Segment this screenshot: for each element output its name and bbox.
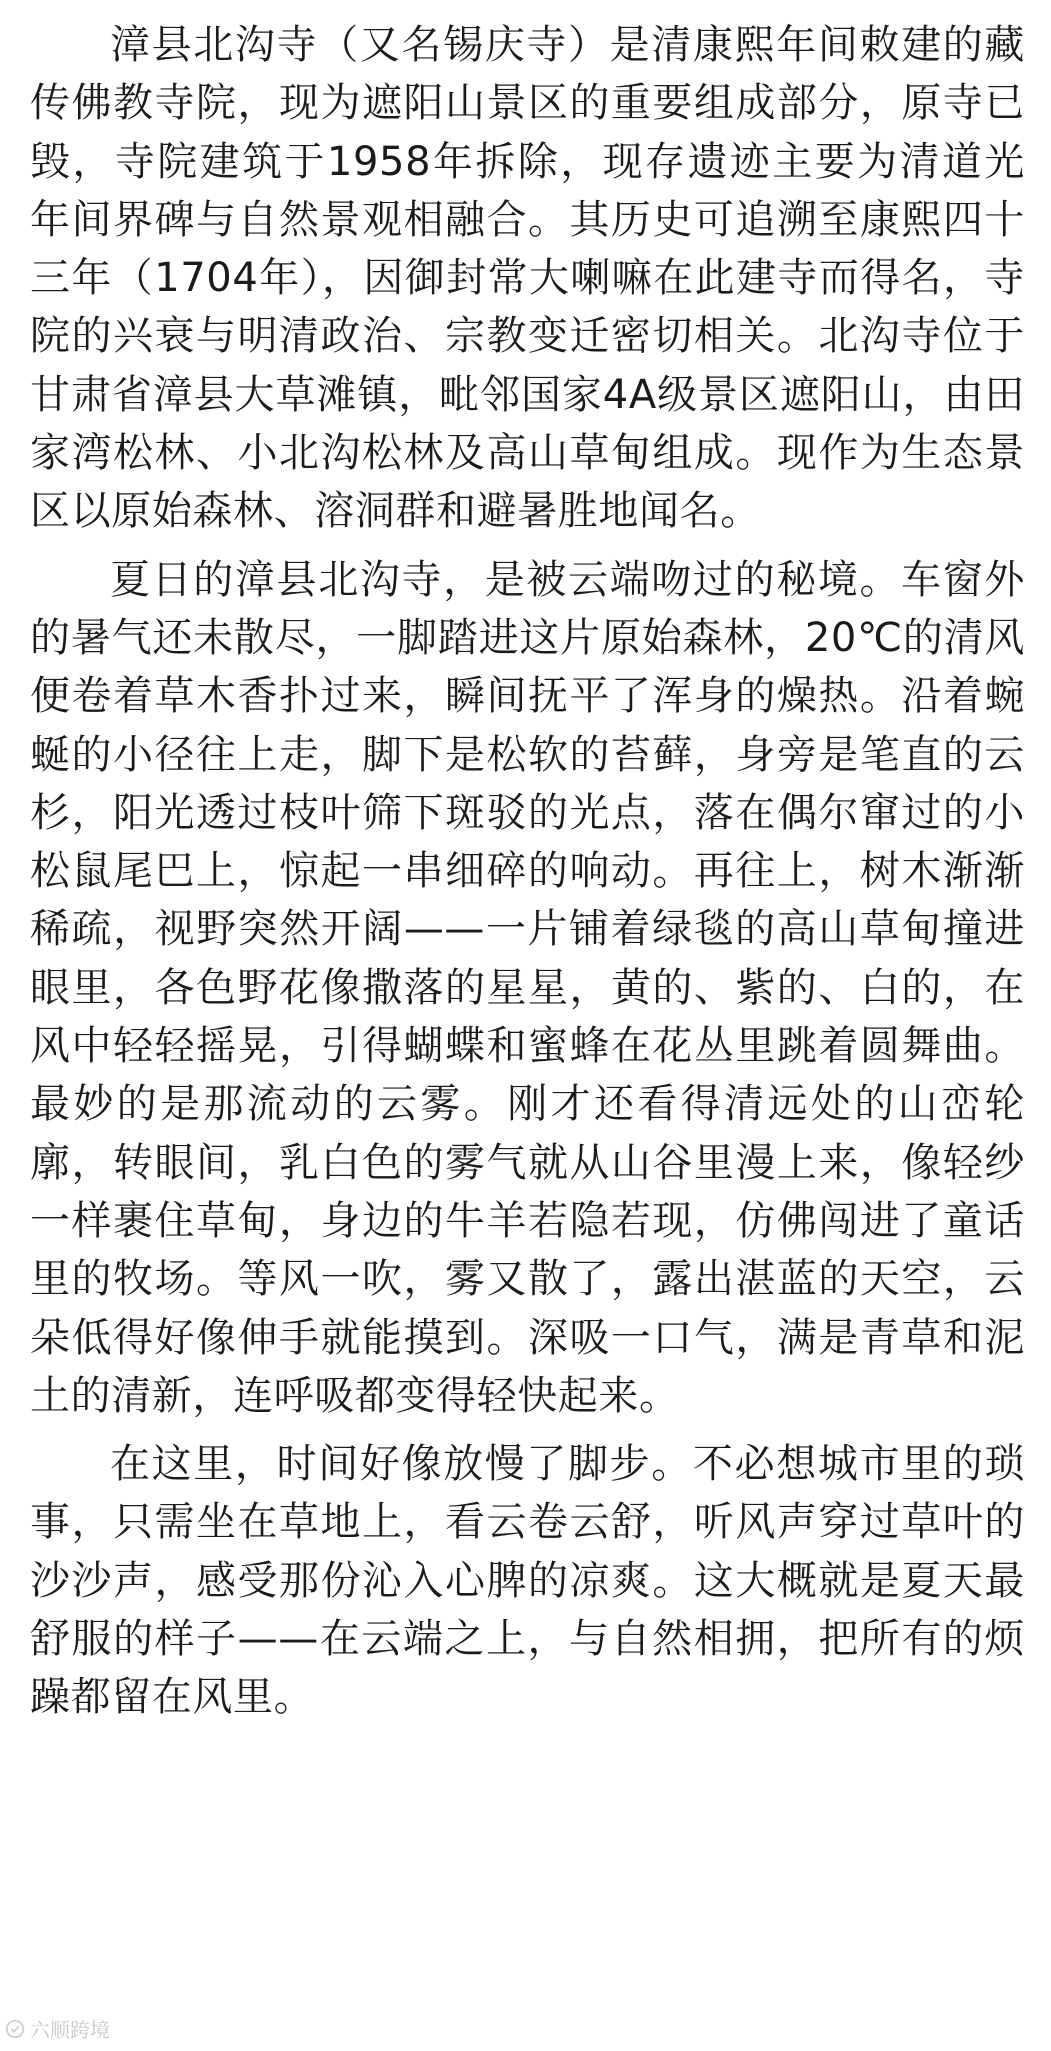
watermark [4, 2014, 110, 2043]
paragraph-summer: 夏日的漳县北沟寺，是被云端吻过的秘境。车窗外的暑气还未散尽，一脚踏进这片原始森林，20℃的清风便卷着草木香扑过来，瞬间抚平了浑身的燥热。沿着蜿蜒的小径往上走，脚下是松软的苔藓，身旁是笔直的云杉，阳光透过枝叶筛下斑驳的光点，落在偶尔窜过的小松鼠尾巴上，惊起一串细碎的响动。再往上，树木渐渐稀疏，视野突然开阔——一片铺着绿毯的高山草甸撞进眼里，各色野花像撒落的星星，黄的、紫的、白的，在风中轻轻摇晃，引得蝴蝶和蜜蜂在花丛里跳着圆舞曲。最妙的是那流动的云雾。刚才还看得清远处的山峦轮廓，转眼间，乳白色的雾气就从山谷里漫上来，像轻纱一样裹住草甸，身边的牛羊若隐若现，仿佛闯进了童话里的牧场。等风一吹，雾又散了，露出湛蓝的天空，云朵低得好像伸手就能摸到。深吸一口气，满是青草和泥土的清新，连呼吸都变得轻快起来。 [30, 556, 1025, 1419]
paragraph-conclusion: 在这里，时间好像放慢了脚步。不必想城市里的琐事，只需坐在草地上，看云卷云舒，听风声穿过草叶的沙沙声，感受那份沁入心脾的凉爽。这大概就是夏天最舒服的样子——在云端之上，与自然相拥，把所有的烦躁都留在风里。 [30, 1441, 1025, 1721]
watermark-text: 六顺跨境 [30, 2018, 110, 2042]
article-body [30, 16, 1025, 1737]
paragraph-intro: 漳县北沟寺（又名锡庆寺）是清康熙年间敕建的藏传佛教寺院，现为遮阳山景区的重要组成部分，原寺已毁，寺院建筑于1958年拆除，现存遗迹主要为清道光年间界碑与自然景观相融合。其历史可追溯至康熙四十三年（1704年），因御封常大喇嘛在此建寺而得名，寺院的兴衰与明清政治、宗教变迁密切相关。北沟寺位于甘肃省漳县大草滩镇，毗邻国家4A级景区遮阳山，由田家湾松林、小北沟松林及高山草甸组成。现作为生态景区以原始森林、溶洞群和避暑胜地闻名。 [30, 22, 1025, 535]
brand-logo-icon [4, 2018, 26, 2040]
